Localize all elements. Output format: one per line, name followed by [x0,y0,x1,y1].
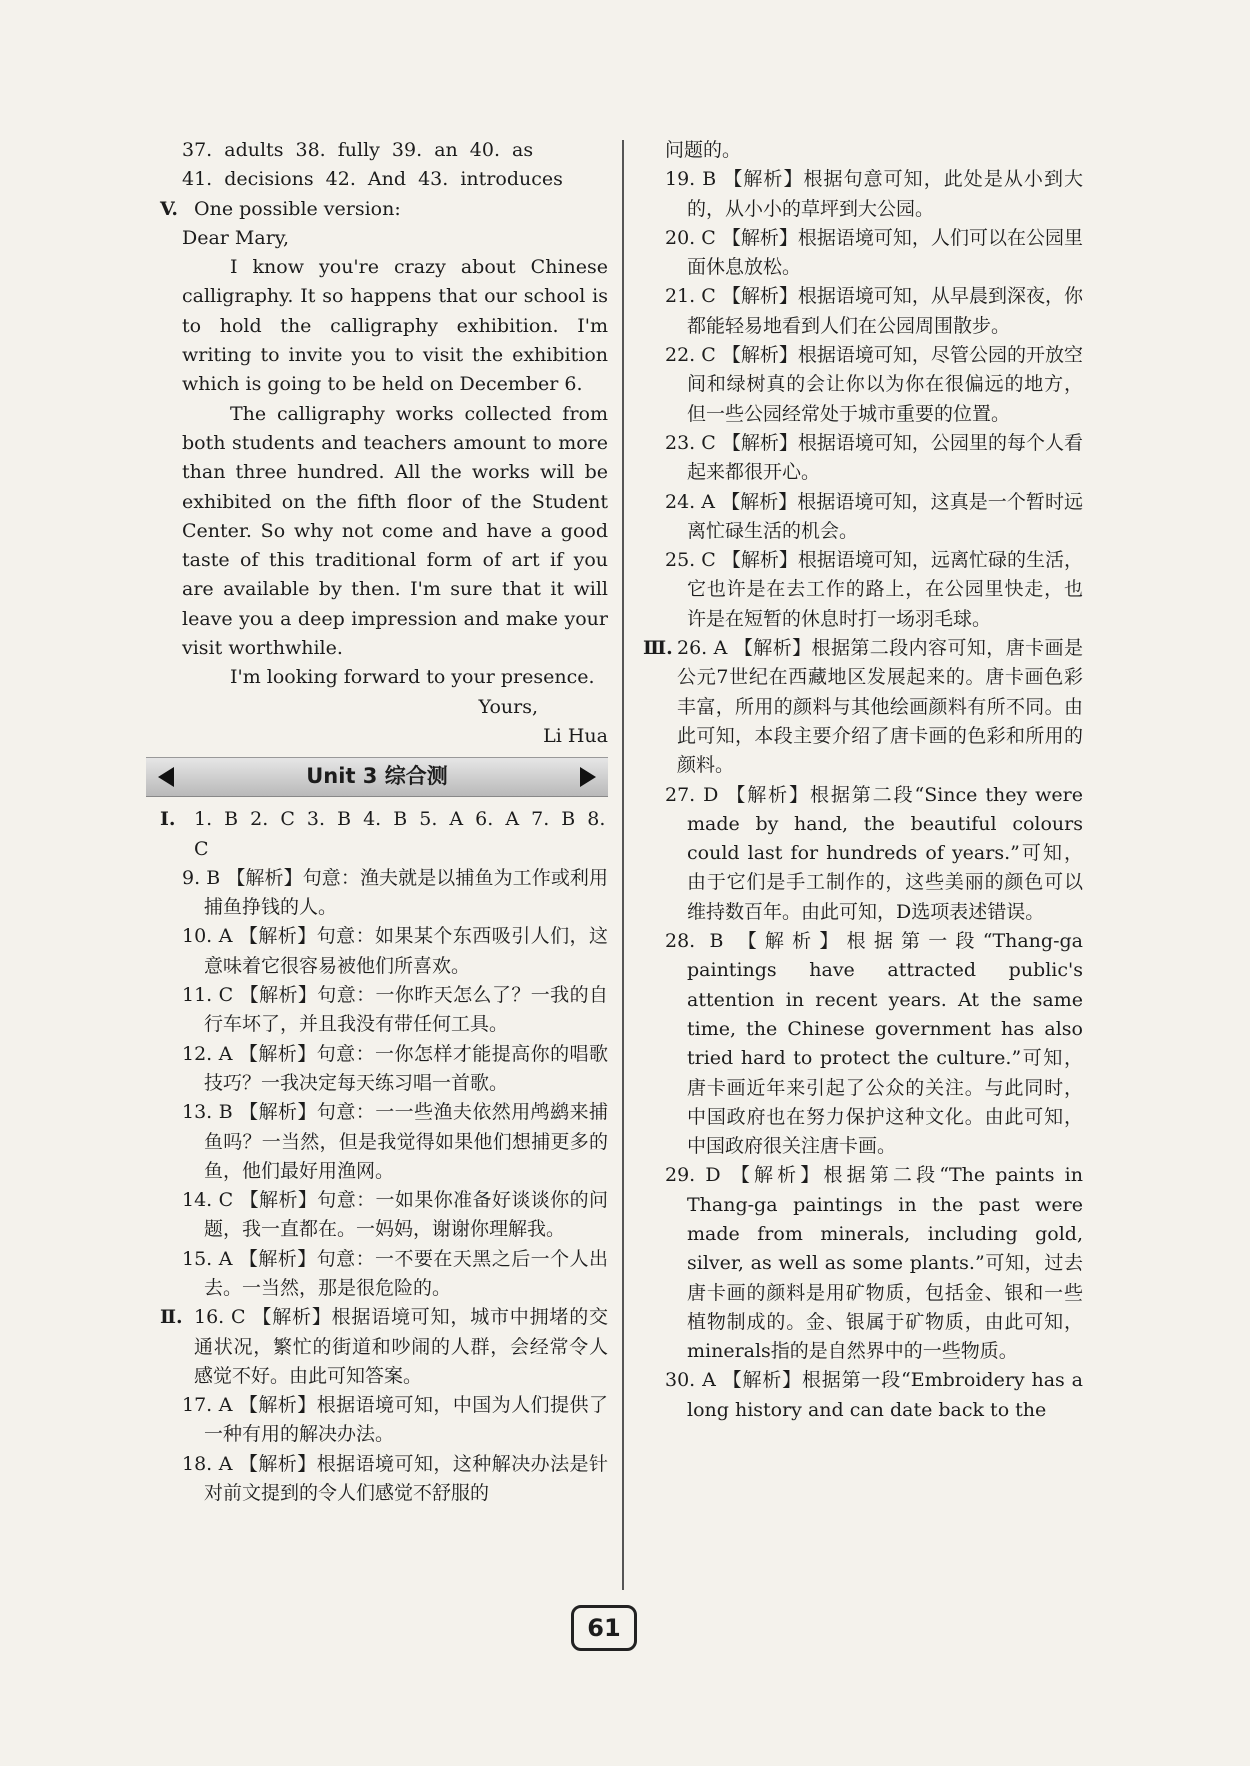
answer-item: 19. B 【解析】根据句意可知，此处是从小到大的，从小小的草坪到大公园。 [665,168,1083,220]
answer-item: 29. D 【解析】根据第二段“The paints in Thang-ga paintings in the past were made from minerals, including gold, silver, as well as some plants.”可知，过去唐卡画的颜料是用矿物质，包括金、银和一些植物制成的。金、银属于矿物质，由此可知，minerals指的是自然界中的一些物质。 [665,1164,1083,1363]
answer-item: 9. B 【解析】句意：渔夫就是以捕鱼为工作或利用捕鱼挣钱的人。 [182,866,608,919]
answer-item: 30. A 【解析】根据第一段“Embroidery has a long history and can date back to the [665,1369,1083,1421]
answer-item: 24. A 【解析】根据语境可知，这真是一个暂时远离忙碌生活的机会。 [665,490,1083,542]
unit-banner [146,757,608,797]
answer-item: 13. B 【解析】句意：一一些渔夫依然用鸬鹚来捕鱼吗？一当然，但是我觉得如果他们想捕更多的鱼，他们最好用渔网。 [182,1101,608,1182]
section-iii-answers: Ⅲ. 26. A 【解析】根据第二段内容可知，唐卡画是公元7世纪在西藏地区发展起来的。唐卡画色彩丰富，所用的颜料与其他绘画颜料有所不同。由此可知，本段主要介绍了唐卡画的色彩和所用的颜料。 [643,637,1083,777]
answer-item: 22. C 【解析】根据语境可知，尽管公园的开放空间和绿树真的会让你以为你在很偏远的地方，但一些公园经常处于城市重要的位置。 [665,344,1083,425]
answer-item: 14. C 【解析】句意：一如果你准备好谈谈你的问题，我一直都在。一妈妈，谢谢你理解我。 [182,1189,608,1241]
letter-salutation: Dear Mary, [182,226,290,249]
answer-item: 21. C 【解析】根据语境可知，从早晨到深夜，你都能轻易地看到人们在公园周围散步。 [665,285,1083,337]
page-number: 61 [571,1605,637,1651]
answer-list [643,165,1083,634]
letter-paragraph: I know you're crazy about Chinese calligraphy. It so happens that our school is to hold the calligraphy exhibition. I'm writing to invite you to visit the exhibition which is going to be held on December 6. [182,256,608,396]
sample-letter [160,224,608,751]
answer-item: 10. A 【解析】句意：如果某个东西吸引人们，这意味着它很容易被他们所喜欢。 [182,925,608,977]
answer-item: 28. B 【解析】根据第一段“Thang-ga paintings have attracted public's attention in recent years. At the same time, the Chinese government has also tried hard to protect the culture.”可知，唐卡画近年来引起了公众的关注。与此同时，中国政府也在努力保护这种文化。由此可知，中国政府很关注唐卡画。 [665,930,1083,1158]
answer-list [160,1391,608,1508]
right-arrow-icon [580,767,596,787]
section-ii-answers: Ⅱ. 16. C 【解析】根据语境可知，城市中拥堵的交通状况，繁忙的街道和吵闹的人群，会经常令人感觉不好。由此可知答案。 [160,1306,608,1387]
answers-line: 37. adults 38. fully 39. an 40. as [182,139,534,161]
letter-paragraph: The calligraphy works collected from both students and teachers amount to more than three hundred. All the works will be exhibited on the fifth floor of the Student Center. So why not come and have a good taste of this traditional form of art if you are available by then. I'm sure that it will leave you a deep impression and make your visit worthwhile. [182,402,608,660]
answer-item: 12. A 【解析】句意：一你怎样才能提高你的唱歌技巧？一我决定每天练习唱一首歌。 [182,1042,608,1094]
answer-item: 15. A 【解析】句意：一不要在天黑之后一个人出去。一当然，那是很危险的。 [182,1247,608,1299]
answer-item: 27. D 【解析】根据第二段“Since they were made by hand, the beautiful colours could last for hundreds of years.”可知，由于它们是手工制作的，这些美丽的颜色可以维持数百年。由此可知，D选项表述错误。 [665,783,1083,923]
answer-item: 25. C 【解析】根据语境可知，远离忙碌的生活，它也许是在去工作的路上，在公园里快走，也许是在短暂的休息时打一场羽毛球。 [665,549,1083,630]
answer-item: 17. A 【解析】根据语境可知，中国为人们提供了一种有用的解决办法。 [182,1394,608,1446]
right-column [643,136,1083,1425]
left-column [160,136,608,1508]
answer-list [160,864,608,1303]
letter-paragraph: I'm looking forward to your presence. [230,666,595,689]
letter-closing: Yours, [478,695,538,718]
section-v-heading: V. One possible version: [160,197,401,220]
answer-item: 18. A 【解析】根据语境可知，这种解决办法是针对前文提到的令人们感觉不舒服的 [182,1452,608,1505]
letter-signature: Li Hua [543,724,608,747]
section-i-answers: Ⅰ. 1. B 2. C 3. B 4. B 5. A 6. A 7. B 8. C [160,808,606,860]
answer-list [643,781,1083,1426]
answer-item: 11. C 【解析】句意：一你昨天怎么了？一我的自行车坏了，并且我没有带任何工具。 [182,984,608,1036]
answers-line: 41. decisions 42. And 43. introduces [182,168,563,191]
column-divider [622,140,624,1590]
continued-text: 问题的。 [665,139,742,161]
answer-item: 23. C 【解析】根据语境可知，公园里的每个人看起来都很开心。 [665,431,1083,484]
unit-title: Unit 3 综合测 [306,764,448,789]
answer-item: 20. C 【解析】根据语境可知，人们可以在公园里面休息放松。 [665,226,1083,279]
